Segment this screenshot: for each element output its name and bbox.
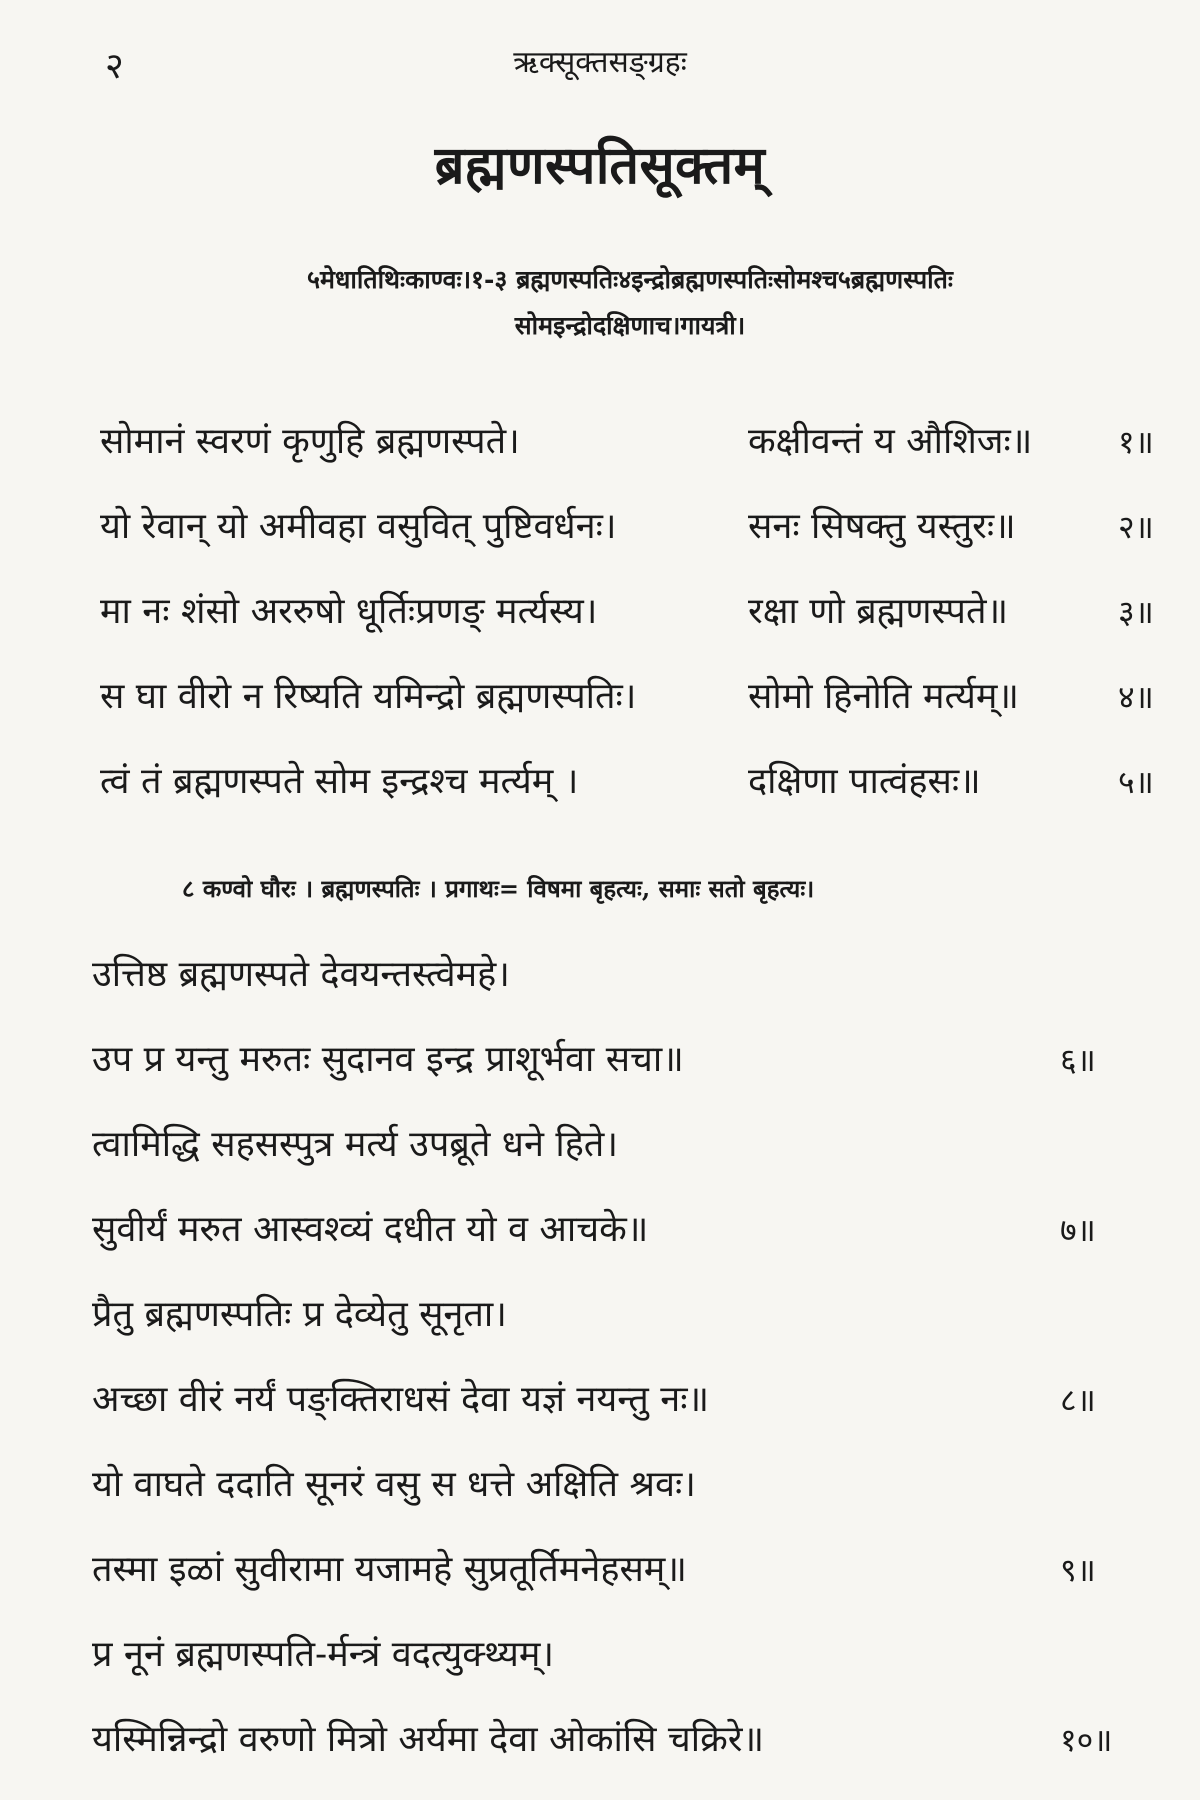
verse-first-half: मा नः शंसो अररुषो धूर्तिःप्रणङ् मर्त्यस्य। (100, 591, 598, 632)
verse-line: त्वामिद्धि सहसस्पुत्र मर्त्य उपब्रूते धने हिते। (92, 1124, 618, 1165)
verse-second-half: दक्षिणा पात्वंहसः॥ (748, 761, 981, 802)
verse-line: प्रैतु ब्रह्मणस्पतिः प्र देव्येतु सूनृता। (92, 1294, 507, 1335)
verse-number: ६॥ (1060, 1041, 1096, 1079)
rishi-devata-line: ५मेधातिथिःकाण्वः।१-३ ब्रह्मणस्पतिः४इन्द्रोब्रह्मणस्पतिःसोमश्च५ब्रह्मणस्पतिः (307, 265, 953, 294)
meter-line: ८ कण्वो घौरः । ब्रह्मणस्पतिः । प्रगाथः= विषमा बृहत्यः, समाः सतो बृहत्यः। (182, 874, 815, 903)
verse-number: २॥ (1118, 508, 1154, 546)
verse-second-half: कक्षीवन्तं य औशिजः॥ (748, 421, 1033, 462)
verse-number: १॥ (1118, 423, 1154, 461)
verse-number: ३॥ (1118, 593, 1154, 631)
page-number: २ (105, 46, 124, 87)
verse-line: उप प्र यन्तु मरुतः सुदानव इन्द्र प्राशूर्भवा सचा॥ (92, 1039, 684, 1080)
verse-number: १०॥ (1060, 1721, 1113, 1759)
verse-line: अच्छा वीरं नर्यं पङ्क्तिराधसं देवा यज्ञं नयन्तु नः॥ (92, 1379, 710, 1420)
rishi-devata-line-continued: सोमइन्द्रोदक्षिणाच।गायत्री। (514, 311, 746, 340)
verse-first-half: यो रेवान् यो अमीवहा वसुवित् पुष्टिवर्धनः। (100, 506, 617, 547)
verse-second-half: सोमो हिनोति मर्त्यम्॥ (748, 676, 1019, 717)
verse-second-half: सनः सिषक्तु यस्तुरः॥ (748, 506, 1016, 547)
verse-first-half: स घा वीरो न रिष्यति यमिन्द्रो ब्रह्मणस्पतिः। (100, 676, 637, 717)
suktam-title: ब्रह्मणस्पतिसूक्तम् (434, 135, 766, 196)
verse-number: ८॥ (1060, 1381, 1096, 1419)
running-header: ऋक्सूक्तसङ्ग्रहः (513, 45, 687, 80)
verse-first-half: त्वं तं ब्रह्मणस्पते सोम इन्द्रश्च मर्त्यम् । (100, 761, 579, 802)
verse-line: यो वाघते ददाति सूनरं वसु स धत्ते अक्षिति श्रवः। (92, 1464, 696, 1505)
verse-number: ५॥ (1118, 763, 1154, 801)
verse-line: सुवीर्यं मरुत आस्वश्व्यं दधीत यो व आचके॥ (92, 1209, 649, 1250)
verse-first-half: सोमानं स्वरणं कृणुहि ब्रह्मणस्पते। (100, 421, 520, 462)
verse-second-half: रक्षा णो ब्रह्मणस्पते॥ (748, 591, 1009, 632)
verse-number: ७॥ (1060, 1211, 1096, 1249)
verse-line: यस्मिन्निन्द्रो वरुणो मित्रो अर्यमा देवा ओकांसि चक्रिरे॥ (92, 1719, 765, 1760)
verse-number: ४॥ (1118, 678, 1154, 716)
verse-line: प्र नूनं ब्रह्मणस्पति-र्मन्त्रं वदत्युक्थ्यम्। (92, 1634, 555, 1675)
verse-line: तस्मा इळां सुवीरामा यजामहे सुप्रतूर्तिमनेहसम्॥ (92, 1549, 687, 1590)
verse-number: ९॥ (1060, 1551, 1096, 1589)
verse-line: उत्तिष्ठ ब्रह्मणस्पते देवयन्तस्त्वेमहे। (92, 954, 510, 995)
